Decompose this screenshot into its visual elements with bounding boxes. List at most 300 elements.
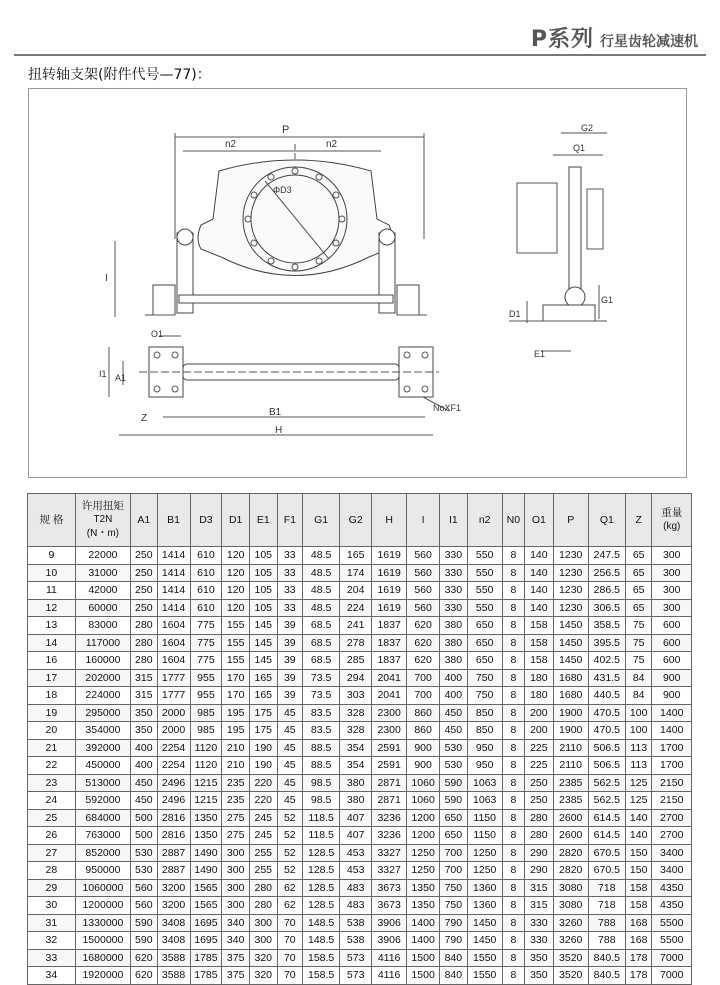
table-cell: 28 <box>28 862 76 880</box>
table-cell: 290 <box>525 844 554 862</box>
table-row <box>28 634 692 652</box>
header-label: A1 <box>137 514 151 526</box>
table-cell: 560 <box>131 879 158 897</box>
label-G1: G1 <box>601 295 614 305</box>
table-cell: 750 <box>440 897 468 915</box>
table-cell: 5500 <box>652 932 692 950</box>
table-cell: 128.5 <box>303 844 340 862</box>
table-cell: 600 <box>652 652 692 670</box>
table-cell: 8 <box>502 757 524 775</box>
table-cell: 500 <box>131 827 158 845</box>
table-cell: 125 <box>625 792 652 810</box>
table-cell: 8 <box>502 862 524 880</box>
table-cell: 120 <box>222 564 250 582</box>
table-cell: 610 <box>190 547 222 565</box>
header-label: F1 <box>283 514 296 526</box>
table-cell: 140 <box>525 564 554 582</box>
table-cell: 117000 <box>75 634 130 652</box>
table-cell: 650 <box>467 617 502 635</box>
table-cell: 113 <box>625 739 652 757</box>
table-cell: 1250 <box>407 862 440 880</box>
table-cell: 2871 <box>372 774 407 792</box>
table-cell: 1500000 <box>75 932 130 950</box>
table-cell: 1700 <box>652 757 692 775</box>
table-cell: 22000 <box>75 547 130 565</box>
table-cell: 2385 <box>553 792 588 810</box>
table-cell: 140 <box>525 582 554 600</box>
table-cell: 1450 <box>553 652 588 670</box>
table-cell: 470.5 <box>588 722 625 740</box>
table-cell: 65 <box>625 564 652 582</box>
table-cell: 4350 <box>652 879 692 897</box>
table-cell: 375 <box>222 949 250 967</box>
table-header-19 <box>652 494 692 547</box>
table-cell: 900 <box>407 739 440 757</box>
table-cell: 560 <box>407 547 440 565</box>
table-cell: 2000 <box>157 704 190 722</box>
table-cell: 380 <box>340 774 372 792</box>
table-cell: 224 <box>340 599 372 617</box>
table-cell: 590 <box>440 774 468 792</box>
table-cell: 8 <box>502 792 524 810</box>
table-cell: 1215 <box>190 792 222 810</box>
label-D3: ΦD3 <box>273 185 292 195</box>
table-header-12 <box>440 494 468 547</box>
table-cell: 68.5 <box>303 652 340 670</box>
table-cell: 1450 <box>553 634 588 652</box>
table-cell: 320 <box>249 967 277 985</box>
table-row <box>28 564 692 582</box>
table-cell: 3906 <box>372 914 407 932</box>
table-row <box>28 582 692 600</box>
table-cell: 247.5 <box>588 547 625 565</box>
table-cell: 3327 <box>372 862 407 880</box>
table-cell: 530 <box>131 862 158 880</box>
table-cell: 354 <box>340 757 372 775</box>
table-row <box>28 774 692 792</box>
table-cell: 8 <box>502 634 524 652</box>
table-cell: 407 <box>340 827 372 845</box>
table-cell: 2700 <box>652 809 692 827</box>
table-cell: 550 <box>467 582 502 600</box>
header-label: G2 <box>348 514 363 526</box>
table-cell: 400 <box>131 757 158 775</box>
table-cell: 788 <box>588 914 625 932</box>
table-cell: 174 <box>340 564 372 582</box>
table-cell: 1500 <box>407 967 440 985</box>
table-cell: 45 <box>277 792 302 810</box>
table-cell: 45 <box>277 757 302 775</box>
table-cell: 1695 <box>190 914 222 932</box>
table-cell: 256.5 <box>588 564 625 582</box>
table-row <box>28 827 692 845</box>
table-cell: 235 <box>222 774 250 792</box>
table-cell: 330 <box>525 914 554 932</box>
table-cell: 180 <box>525 687 554 705</box>
table-cell: 650 <box>467 634 502 652</box>
table-cell: 24 <box>28 792 76 810</box>
table-cell: 860 <box>407 722 440 740</box>
label-n2-left: n2 <box>225 139 237 150</box>
header-label: H <box>385 514 393 526</box>
table-cell: 3520 <box>553 949 588 967</box>
table-cell: 1414 <box>157 564 190 582</box>
table-cell: 210 <box>222 739 250 757</box>
table-cell: 70 <box>277 949 302 967</box>
table-cell: 245 <box>249 809 277 827</box>
table-cell: 590 <box>131 932 158 950</box>
table-cell: 1400 <box>407 932 440 950</box>
table-cell: 315 <box>131 687 158 705</box>
spec-table-wrap <box>27 493 692 985</box>
table-cell: 573 <box>340 949 372 967</box>
table-cell: 700 <box>440 844 468 862</box>
table-cell: 840.5 <box>588 967 625 985</box>
table-cell: 620 <box>131 967 158 985</box>
table-cell: 560 <box>407 564 440 582</box>
table-cell: 225 <box>525 757 554 775</box>
table-cell: 1063 <box>467 774 502 792</box>
table-cell: 75 <box>625 634 652 652</box>
table-cell: 250 <box>131 599 158 617</box>
header-label: P <box>567 514 575 526</box>
table-cell: 8 <box>502 844 524 862</box>
table-cell: 68.5 <box>303 634 340 652</box>
drawing-svg <box>29 89 686 477</box>
table-cell: 1350 <box>407 897 440 915</box>
table-cell: 380 <box>440 617 468 635</box>
table-cell: 684000 <box>75 809 130 827</box>
header-label: N0 <box>506 514 521 526</box>
table-cell: 3408 <box>157 932 190 950</box>
table-cell: 1350 <box>190 809 222 827</box>
table-header-8 <box>303 494 340 547</box>
table-cell: 245 <box>249 827 277 845</box>
table-cell: 140 <box>625 809 652 827</box>
table-cell: 320 <box>249 949 277 967</box>
table-cell: 8 <box>502 687 524 705</box>
table-cell: 48.5 <box>303 582 340 600</box>
table-cell: 395.5 <box>588 634 625 652</box>
table-cell: 513000 <box>75 774 130 792</box>
table-cell: 2110 <box>553 739 588 757</box>
table-cell: 224000 <box>75 687 130 705</box>
table-cell: 39 <box>277 652 302 670</box>
table-cell: 16 <box>28 652 76 670</box>
table-cell: 560 <box>131 897 158 915</box>
table-cell: 255 <box>249 862 277 880</box>
table-cell: 8 <box>502 967 524 985</box>
table-cell: 148.5 <box>303 932 340 950</box>
table-cell: 190 <box>249 739 277 757</box>
table-cell: 165 <box>340 547 372 565</box>
table-cell: 300 <box>222 844 250 862</box>
table-cell: 100 <box>625 722 652 740</box>
table-cell: 1414 <box>157 599 190 617</box>
table-cell: 506.5 <box>588 739 625 757</box>
table-header-14 <box>502 494 524 547</box>
table-row <box>28 704 692 722</box>
table-cell: 2600 <box>553 827 588 845</box>
table-cell: 1063 <box>467 792 502 810</box>
table-cell: 195 <box>222 704 250 722</box>
table-cell: 380 <box>440 652 468 670</box>
table-cell: 105 <box>249 547 277 565</box>
table-cell: 48.5 <box>303 564 340 582</box>
table-cell: 14 <box>28 634 76 652</box>
table-cell: 23 <box>28 774 76 792</box>
table-cell: 1900 <box>553 722 588 740</box>
table-cell: 614.5 <box>588 827 625 845</box>
table-cell: 375 <box>222 967 250 985</box>
table-cell: 400 <box>131 739 158 757</box>
table-cell: 354000 <box>75 722 130 740</box>
label-n2-right: n2 <box>326 139 338 150</box>
table-cell: 1619 <box>372 599 407 617</box>
table-cell: 1400 <box>407 914 440 932</box>
table-cell: 1414 <box>157 582 190 600</box>
table-cell: 1120 <box>190 739 222 757</box>
table-cell: 1450 <box>467 932 502 950</box>
table-cell: 280 <box>525 827 554 845</box>
table-cell: 62 <box>277 879 302 897</box>
table-cell: 2591 <box>372 757 407 775</box>
table-cell: 3236 <box>372 827 407 845</box>
table-cell: 62 <box>277 897 302 915</box>
table-cell: 8 <box>502 722 524 740</box>
table-row <box>28 739 692 757</box>
table-cell: 330 <box>440 547 468 565</box>
table-cell: 1920000 <box>75 967 130 985</box>
table-cell: 530 <box>440 739 468 757</box>
table-cell: 45 <box>277 704 302 722</box>
table-cell: 550 <box>467 564 502 582</box>
table-cell: 285 <box>340 652 372 670</box>
technical-drawing <box>28 88 687 478</box>
table-header-15 <box>525 494 554 547</box>
table-cell: 1150 <box>467 809 502 827</box>
table-cell: 29 <box>28 879 76 897</box>
table-cell: 380 <box>340 792 372 810</box>
table-cell: 48.5 <box>303 547 340 565</box>
table-header-4 <box>190 494 222 547</box>
table-cell: 1604 <box>157 652 190 670</box>
table-cell: 775 <box>190 652 222 670</box>
table-cell: 155 <box>222 652 250 670</box>
table-header-13 <box>467 494 502 547</box>
table-cell: 165 <box>249 687 277 705</box>
table-cell: 450 <box>131 774 158 792</box>
table-cell: 3906 <box>372 932 407 950</box>
table-cell: 140 <box>525 599 554 617</box>
table-cell: 148.5 <box>303 914 340 932</box>
table-cell: 670.5 <box>588 862 625 880</box>
table-cell: 620 <box>131 949 158 967</box>
table-cell: 3236 <box>372 809 407 827</box>
table-header-row <box>28 494 692 547</box>
table-cell: 1680 <box>553 669 588 687</box>
side-view <box>509 123 613 359</box>
table-cell: 52 <box>277 844 302 862</box>
spec-table <box>27 493 692 985</box>
table-body <box>28 547 692 985</box>
table-cell: 3200 <box>157 897 190 915</box>
label-NoXF1: NoXF1 <box>433 403 462 413</box>
table-cell: 175 <box>249 722 277 740</box>
table-cell: 350 <box>525 949 554 967</box>
table-cell: 1250 <box>467 862 502 880</box>
table-cell: 168 <box>625 914 652 932</box>
series-name: P系列 <box>530 27 594 52</box>
table-cell: 178 <box>625 949 652 967</box>
table-cell: 27 <box>28 844 76 862</box>
table-cell: 550 <box>467 599 502 617</box>
table-cell: 88.5 <box>303 739 340 757</box>
table-cell: 2820 <box>553 844 588 862</box>
table-cell: 483 <box>340 879 372 897</box>
table-cell: 1619 <box>372 582 407 600</box>
table-cell: 180 <box>525 669 554 687</box>
table-cell: 450 <box>440 722 468 740</box>
table-cell: 113 <box>625 757 652 775</box>
table-cell: 8 <box>502 914 524 932</box>
table-header-17 <box>588 494 625 547</box>
table-cell: 140 <box>625 827 652 845</box>
table-cell: 1837 <box>372 634 407 652</box>
table-cell: 65 <box>625 547 652 565</box>
table-cell: 9 <box>28 547 76 565</box>
table-cell: 178 <box>625 967 652 985</box>
table-cell: 450 <box>131 792 158 810</box>
table-cell: 1250 <box>407 844 440 862</box>
table-cell: 73.5 <box>303 687 340 705</box>
table-cell: 2871 <box>372 792 407 810</box>
top-view <box>99 329 461 436</box>
table-cell: 200 <box>525 704 554 722</box>
header-label: I1 <box>448 514 458 526</box>
table-cell: 850 <box>467 704 502 722</box>
label-Z: Z <box>141 413 148 424</box>
header-label: Z <box>635 514 642 526</box>
table-cell: 500 <box>131 809 158 827</box>
table-cell: 2887 <box>157 862 190 880</box>
table-cell: 145 <box>249 634 277 652</box>
table-cell: 8 <box>502 827 524 845</box>
label-B1: B1 <box>269 407 282 418</box>
table-cell: 2150 <box>652 774 692 792</box>
table-cell: 2041 <box>372 669 407 687</box>
table-cell: 610 <box>190 599 222 617</box>
header-rule <box>14 54 706 56</box>
label-Q1: Q1 <box>573 143 586 153</box>
table-cell: 775 <box>190 634 222 652</box>
table-cell: 1215 <box>190 774 222 792</box>
table-cell: 840 <box>440 967 468 985</box>
table-cell: 600 <box>652 617 692 635</box>
table-cell: 8 <box>502 652 524 670</box>
table-row <box>28 897 692 915</box>
table-cell: 592000 <box>75 792 130 810</box>
table-cell: 1360 <box>467 879 502 897</box>
table-cell: 650 <box>440 827 468 845</box>
table-cell: 170 <box>222 687 250 705</box>
table-cell: 155 <box>222 617 250 635</box>
table-cell: 354 <box>340 739 372 757</box>
table-cell: 3260 <box>553 932 588 950</box>
table-header-6 <box>249 494 277 547</box>
table-cell: 3588 <box>157 967 190 985</box>
table-cell: 1680000 <box>75 949 130 967</box>
table-row <box>28 617 692 635</box>
table-cell: 158 <box>625 879 652 897</box>
table-cell: 18 <box>28 687 76 705</box>
table-cell: 33 <box>277 582 302 600</box>
table-cell: 150 <box>625 862 652 880</box>
table-cell: 1330000 <box>75 914 130 932</box>
table-cell: 300 <box>652 599 692 617</box>
table-cell: 3408 <box>157 914 190 932</box>
table-cell: 8 <box>502 739 524 757</box>
label-E1: E1 <box>534 349 546 359</box>
table-cell: 330 <box>525 932 554 950</box>
table-cell: 52 <box>277 809 302 827</box>
table-cell: 2254 <box>157 739 190 757</box>
table-cell: 158 <box>525 652 554 670</box>
table-cell: 650 <box>467 652 502 670</box>
table-cell: 7000 <box>652 949 692 967</box>
table-cell: 21 <box>28 739 76 757</box>
table-cell: 985 <box>190 722 222 740</box>
table-cell: 850 <box>467 722 502 740</box>
table-cell: 225 <box>525 739 554 757</box>
table-cell: 84 <box>625 669 652 687</box>
table-cell: 788 <box>588 932 625 950</box>
table-cell: 22 <box>28 757 76 775</box>
table-cell: 3400 <box>652 844 692 862</box>
table-cell: 1837 <box>372 617 407 635</box>
table-cell: 750 <box>467 687 502 705</box>
table-cell: 158 <box>525 634 554 652</box>
header-label: B1 <box>167 514 180 526</box>
table-cell: 290 <box>525 862 554 880</box>
table-cell: 700 <box>407 687 440 705</box>
table-cell: 300 <box>249 932 277 950</box>
table-cell: 852000 <box>75 844 130 862</box>
table-cell: 255 <box>249 844 277 862</box>
table-cell: 2150 <box>652 792 692 810</box>
table-cell: 1450 <box>467 914 502 932</box>
table-cell: 60000 <box>75 599 130 617</box>
table-row <box>28 722 692 740</box>
table-row <box>28 862 692 880</box>
header-label: Q1 <box>599 514 614 526</box>
table-cell: 700 <box>407 669 440 687</box>
table-cell: 278 <box>340 634 372 652</box>
table-cell: 75 <box>625 617 652 635</box>
table-cell: 453 <box>340 862 372 880</box>
table-cell: 3080 <box>553 879 588 897</box>
table-cell: 1120 <box>190 757 222 775</box>
table-cell: 400 <box>440 687 468 705</box>
table-cell: 125 <box>625 774 652 792</box>
table-cell: 10 <box>28 564 76 582</box>
table-cell: 1565 <box>190 879 222 897</box>
table-cell: 2816 <box>157 809 190 827</box>
table-cell: 1200 <box>407 827 440 845</box>
table-cell: 358.5 <box>588 617 625 635</box>
table-row <box>28 792 692 810</box>
table-cell: 160000 <box>75 652 130 670</box>
